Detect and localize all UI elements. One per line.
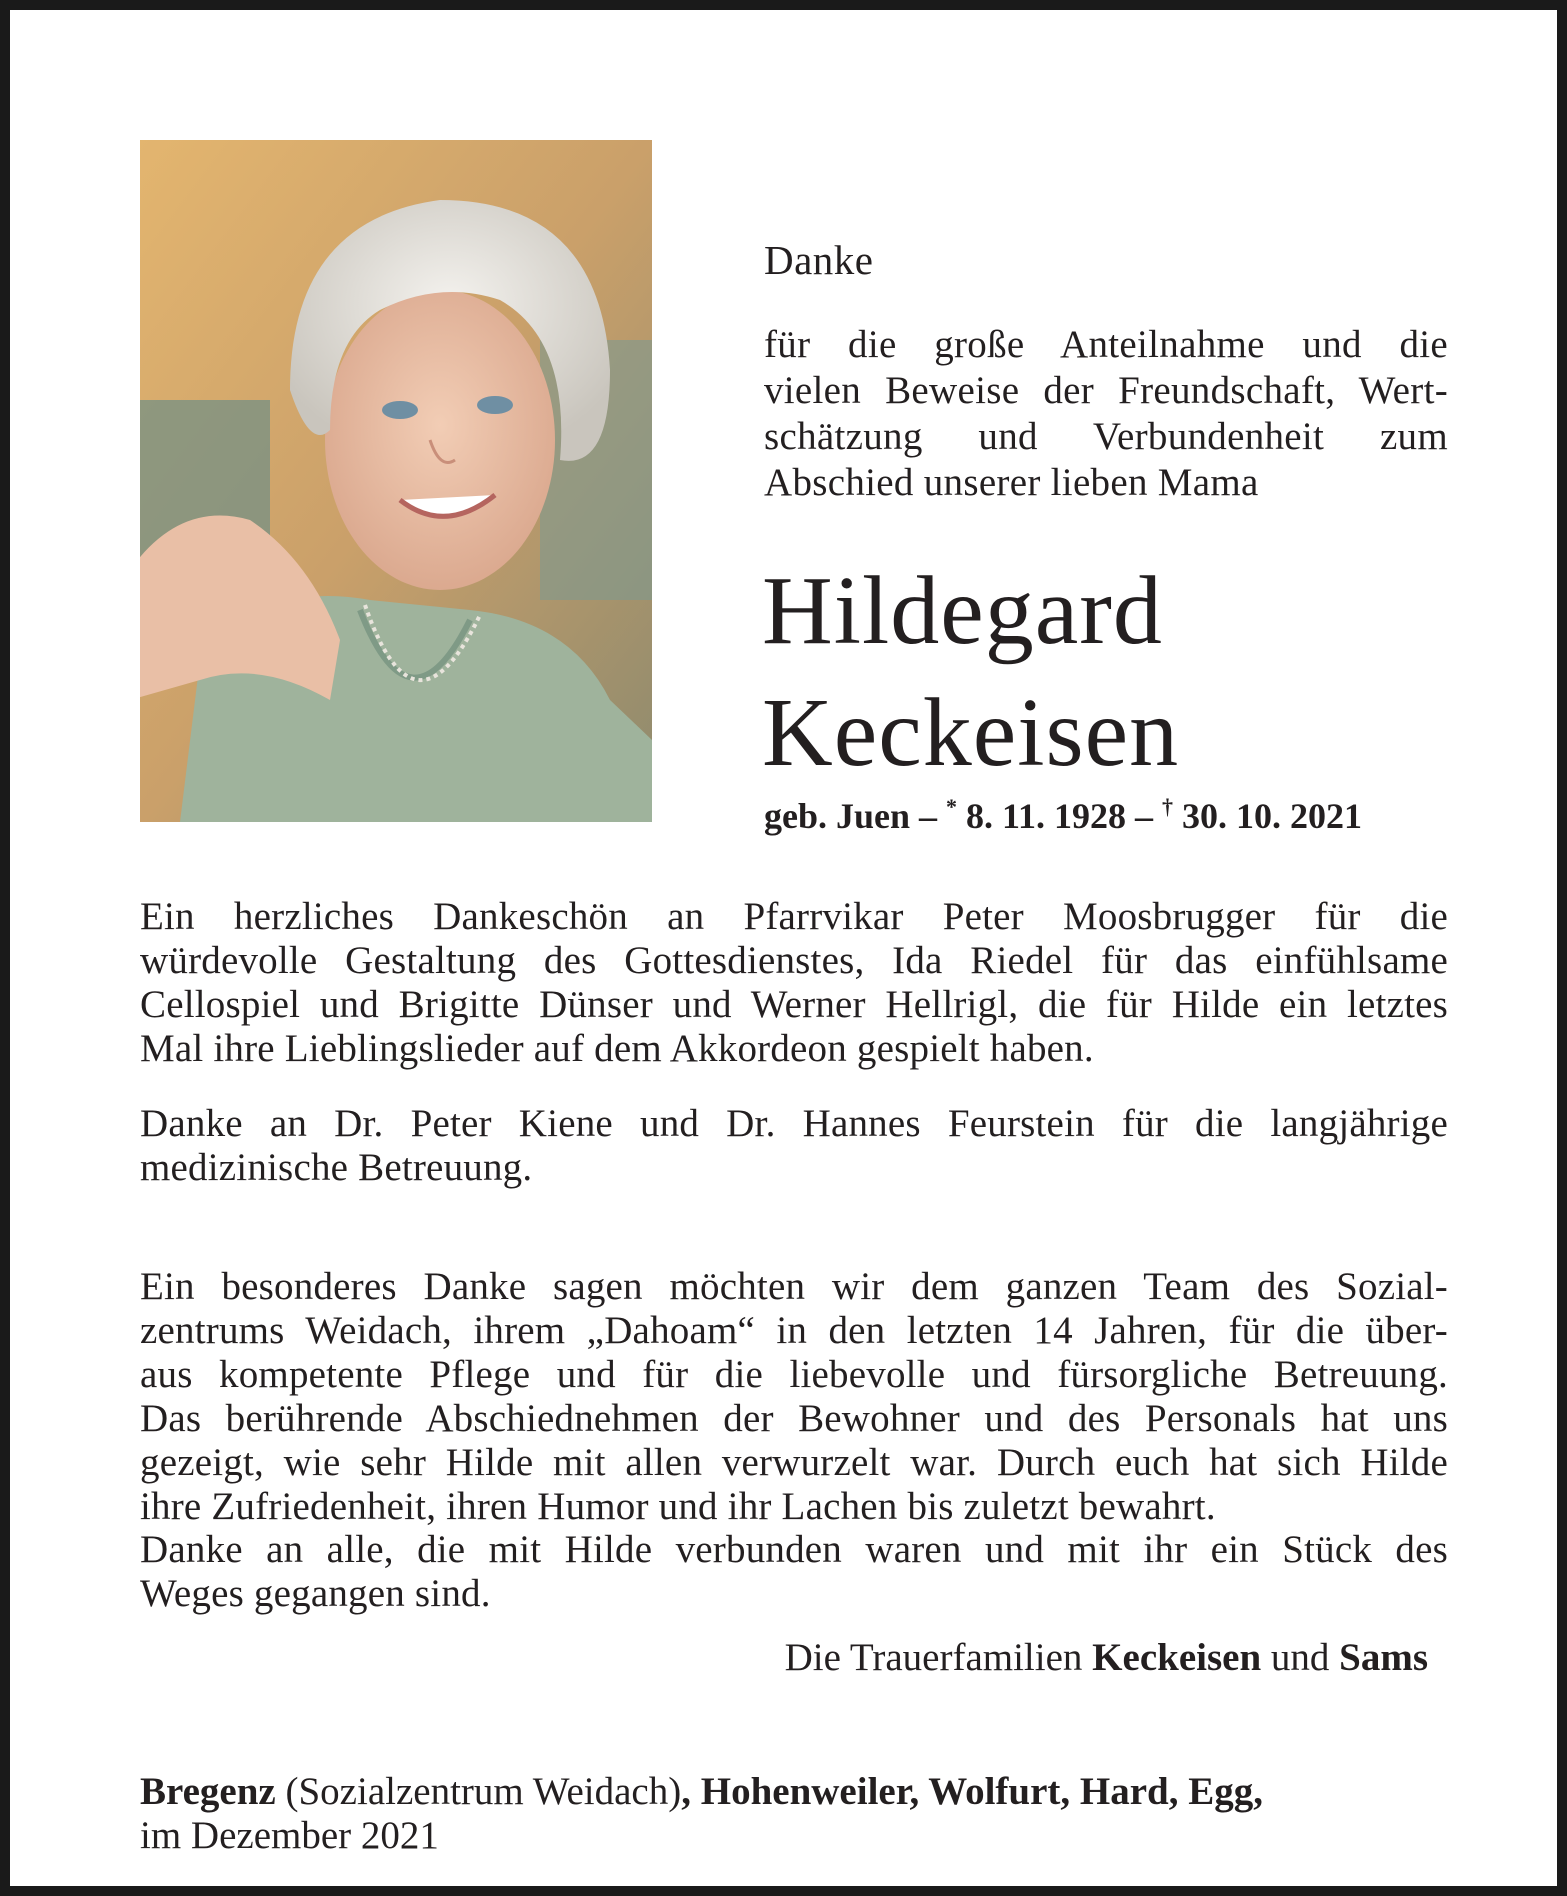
paragraph-line: aus kompetente Pflege und für die liebevolle und fürsorgliche Betreuung. <box>140 1353 1448 1396</box>
heading: Danke <box>764 237 874 283</box>
place-and-date <box>140 1770 1263 1858</box>
birth-symbol: * <box>946 794 958 819</box>
intro-line: vielen Beweise der Freundschaft, Wert- <box>764 369 1448 412</box>
intro-line: für die große Anteilnahme und die <box>764 323 1448 366</box>
signoff-and: und <box>1261 1636 1340 1679</box>
paragraph-thanks-care-team <box>140 1265 1448 1529</box>
paragraph-line: gezeigt, wie sehr Hilde mit allen verwurzelt war. Durch euch hat sich Hilde <box>140 1441 1448 1484</box>
family-signoff <box>785 1635 1428 1681</box>
signoff-prefix: Die Trauerfamilien <box>784 1636 1093 1679</box>
birth-date: 8. 11. 1928 <box>957 796 1127 836</box>
separator: – <box>1126 796 1163 836</box>
paragraph-line: würdevolle Gestaltung des Gottesdienstes, Ida Riedel für das einfühlsame <box>140 939 1448 982</box>
intro-line: schätzung und Verbundenheit zum <box>764 415 1448 458</box>
city-note: (Sozialzentrum Weidach) <box>275 1770 682 1813</box>
death-symbol: † <box>1162 794 1174 819</box>
paragraph-line: zentrums Weidach, ihrem „Dahoam“ in den letzten 14 Jahren, für die über- <box>140 1309 1448 1352</box>
other-places: , Hohenweiler, Wolfurt, Hard, Egg, <box>681 1770 1263 1813</box>
paragraph-line: Danke an Dr. Peter Kiene und Dr. Hannes Feurstein für die langjährige <box>140 1102 1448 1145</box>
date-line: im Dezember 2021 <box>140 1814 439 1857</box>
paragraph-line: Ein besonderes Danke sagen möchten wir dem ganzen Team des Sozial- <box>140 1265 1448 1308</box>
portrait-icon <box>140 140 652 822</box>
paragraph-line: Cellospiel und Brigitte Dünser und Werner Hellrigl, die für Hilde ein letztes <box>140 983 1448 1026</box>
paragraph-line: ihre Zufriedenheit, ihren Humor und ihr Lachen bis zuletzt bewahrt. <box>140 1485 1216 1528</box>
paragraph-line: Das berührende Abschiednehmen der Bewohner und des Personals hat uns <box>140 1397 1448 1440</box>
family-name-sams: Sams <box>1339 1636 1428 1679</box>
family-name-keckeisen: Keckeisen <box>1092 1636 1262 1679</box>
places-line <box>140 1770 1263 1814</box>
paragraph-line: medizinische Betreuung. <box>140 1146 533 1189</box>
intro-line: Abschied unserer lieben Mama <box>764 461 1259 504</box>
paragraph-thanks-all <box>140 1528 1448 1616</box>
paragraph-line: Mal ihre Lieblingslieder auf dem Akkordeon gespielt haben. <box>140 1027 1094 1070</box>
paragraph-line: Danke an alle, die mit Hilde verbunden waren und mit ihr ein Stück des <box>140 1528 1448 1571</box>
first-name: Hildegard <box>762 557 1163 665</box>
paragraph-line: Weges gegangen sind. <box>140 1572 491 1615</box>
last-name: Keckeisen <box>762 679 1180 787</box>
death-date: 30. 10. 2021 <box>1173 796 1363 836</box>
intro-text <box>764 322 1448 506</box>
born-name: geb. Juen <box>764 796 911 836</box>
life-dates <box>764 785 1362 838</box>
separator: – <box>910 796 947 836</box>
city-bregenz: Bregenz <box>140 1770 276 1813</box>
deceased-name <box>762 550 1179 794</box>
paragraph-thanks-doctors <box>140 1102 1448 1190</box>
paragraph-line: Ein herzliches Dankeschön an Pfarrvikar Peter Moosbrugger für die <box>140 895 1448 938</box>
paragraph-thanks-service <box>140 895 1448 1071</box>
portrait-photo <box>140 140 652 822</box>
